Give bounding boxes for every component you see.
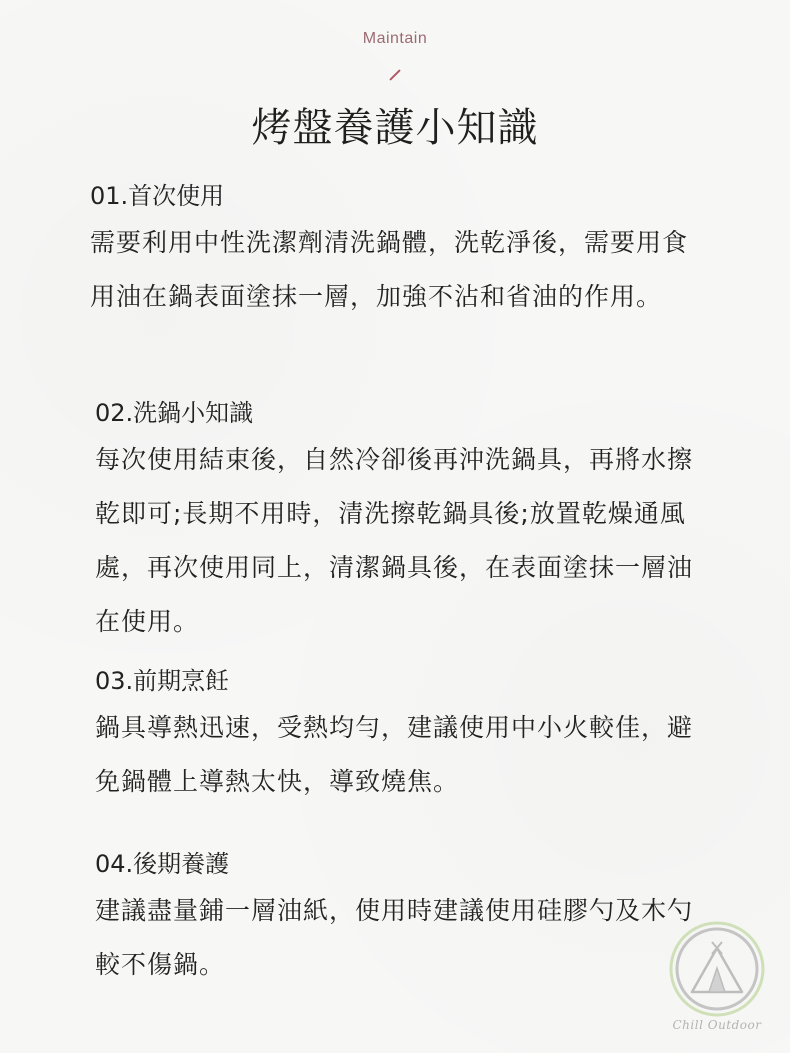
section-early-cooking: [95, 665, 715, 809]
section-body: 每次使用結束後，自然冷卻後再沖洗鍋具，再將水擦乾即可;長期不用時，清洗擦乾鍋具後;放置乾燥通風處，再次使用同上，清潔鍋具後，在表面塗抹一層油在使用。: [95, 445, 694, 636]
section-first-use: [90, 180, 710, 324]
section-body: 鍋具導熱迅速，受熱均勻，建議使用中小火較佳，避免鍋體上導熱太快，導致燒焦。: [95, 713, 694, 796]
section-heading: 02.洗鍋小知識: [95, 399, 254, 427]
eyebrow-label: Maintain: [362, 30, 428, 47]
accent-slash: [389, 69, 400, 80]
brand-logo: [668, 920, 766, 1040]
section-body: 需要利用中性洗潔劑清洗鍋體，洗乾淨後，需要用食用油在鍋表面塗抹一層，加強不沾和省油的作用。: [90, 228, 689, 311]
tent-logo-icon: [668, 920, 766, 1018]
section-body: 建議盡量鋪一層油紙，使用時建議使用硅膠勺及木勺較不傷鍋。: [95, 896, 694, 979]
section-heading: 01.首次使用: [90, 182, 225, 210]
section-heading: 03.前期烹飪: [95, 667, 230, 695]
brand-logo-text: Chill Outdoor: [672, 1018, 762, 1032]
page-title: 烤盤養護小知識: [251, 105, 539, 151]
section-later-maintenance: [95, 848, 715, 992]
section-heading: 04.後期養護: [95, 850, 230, 878]
section-washing-tips: [95, 397, 715, 649]
